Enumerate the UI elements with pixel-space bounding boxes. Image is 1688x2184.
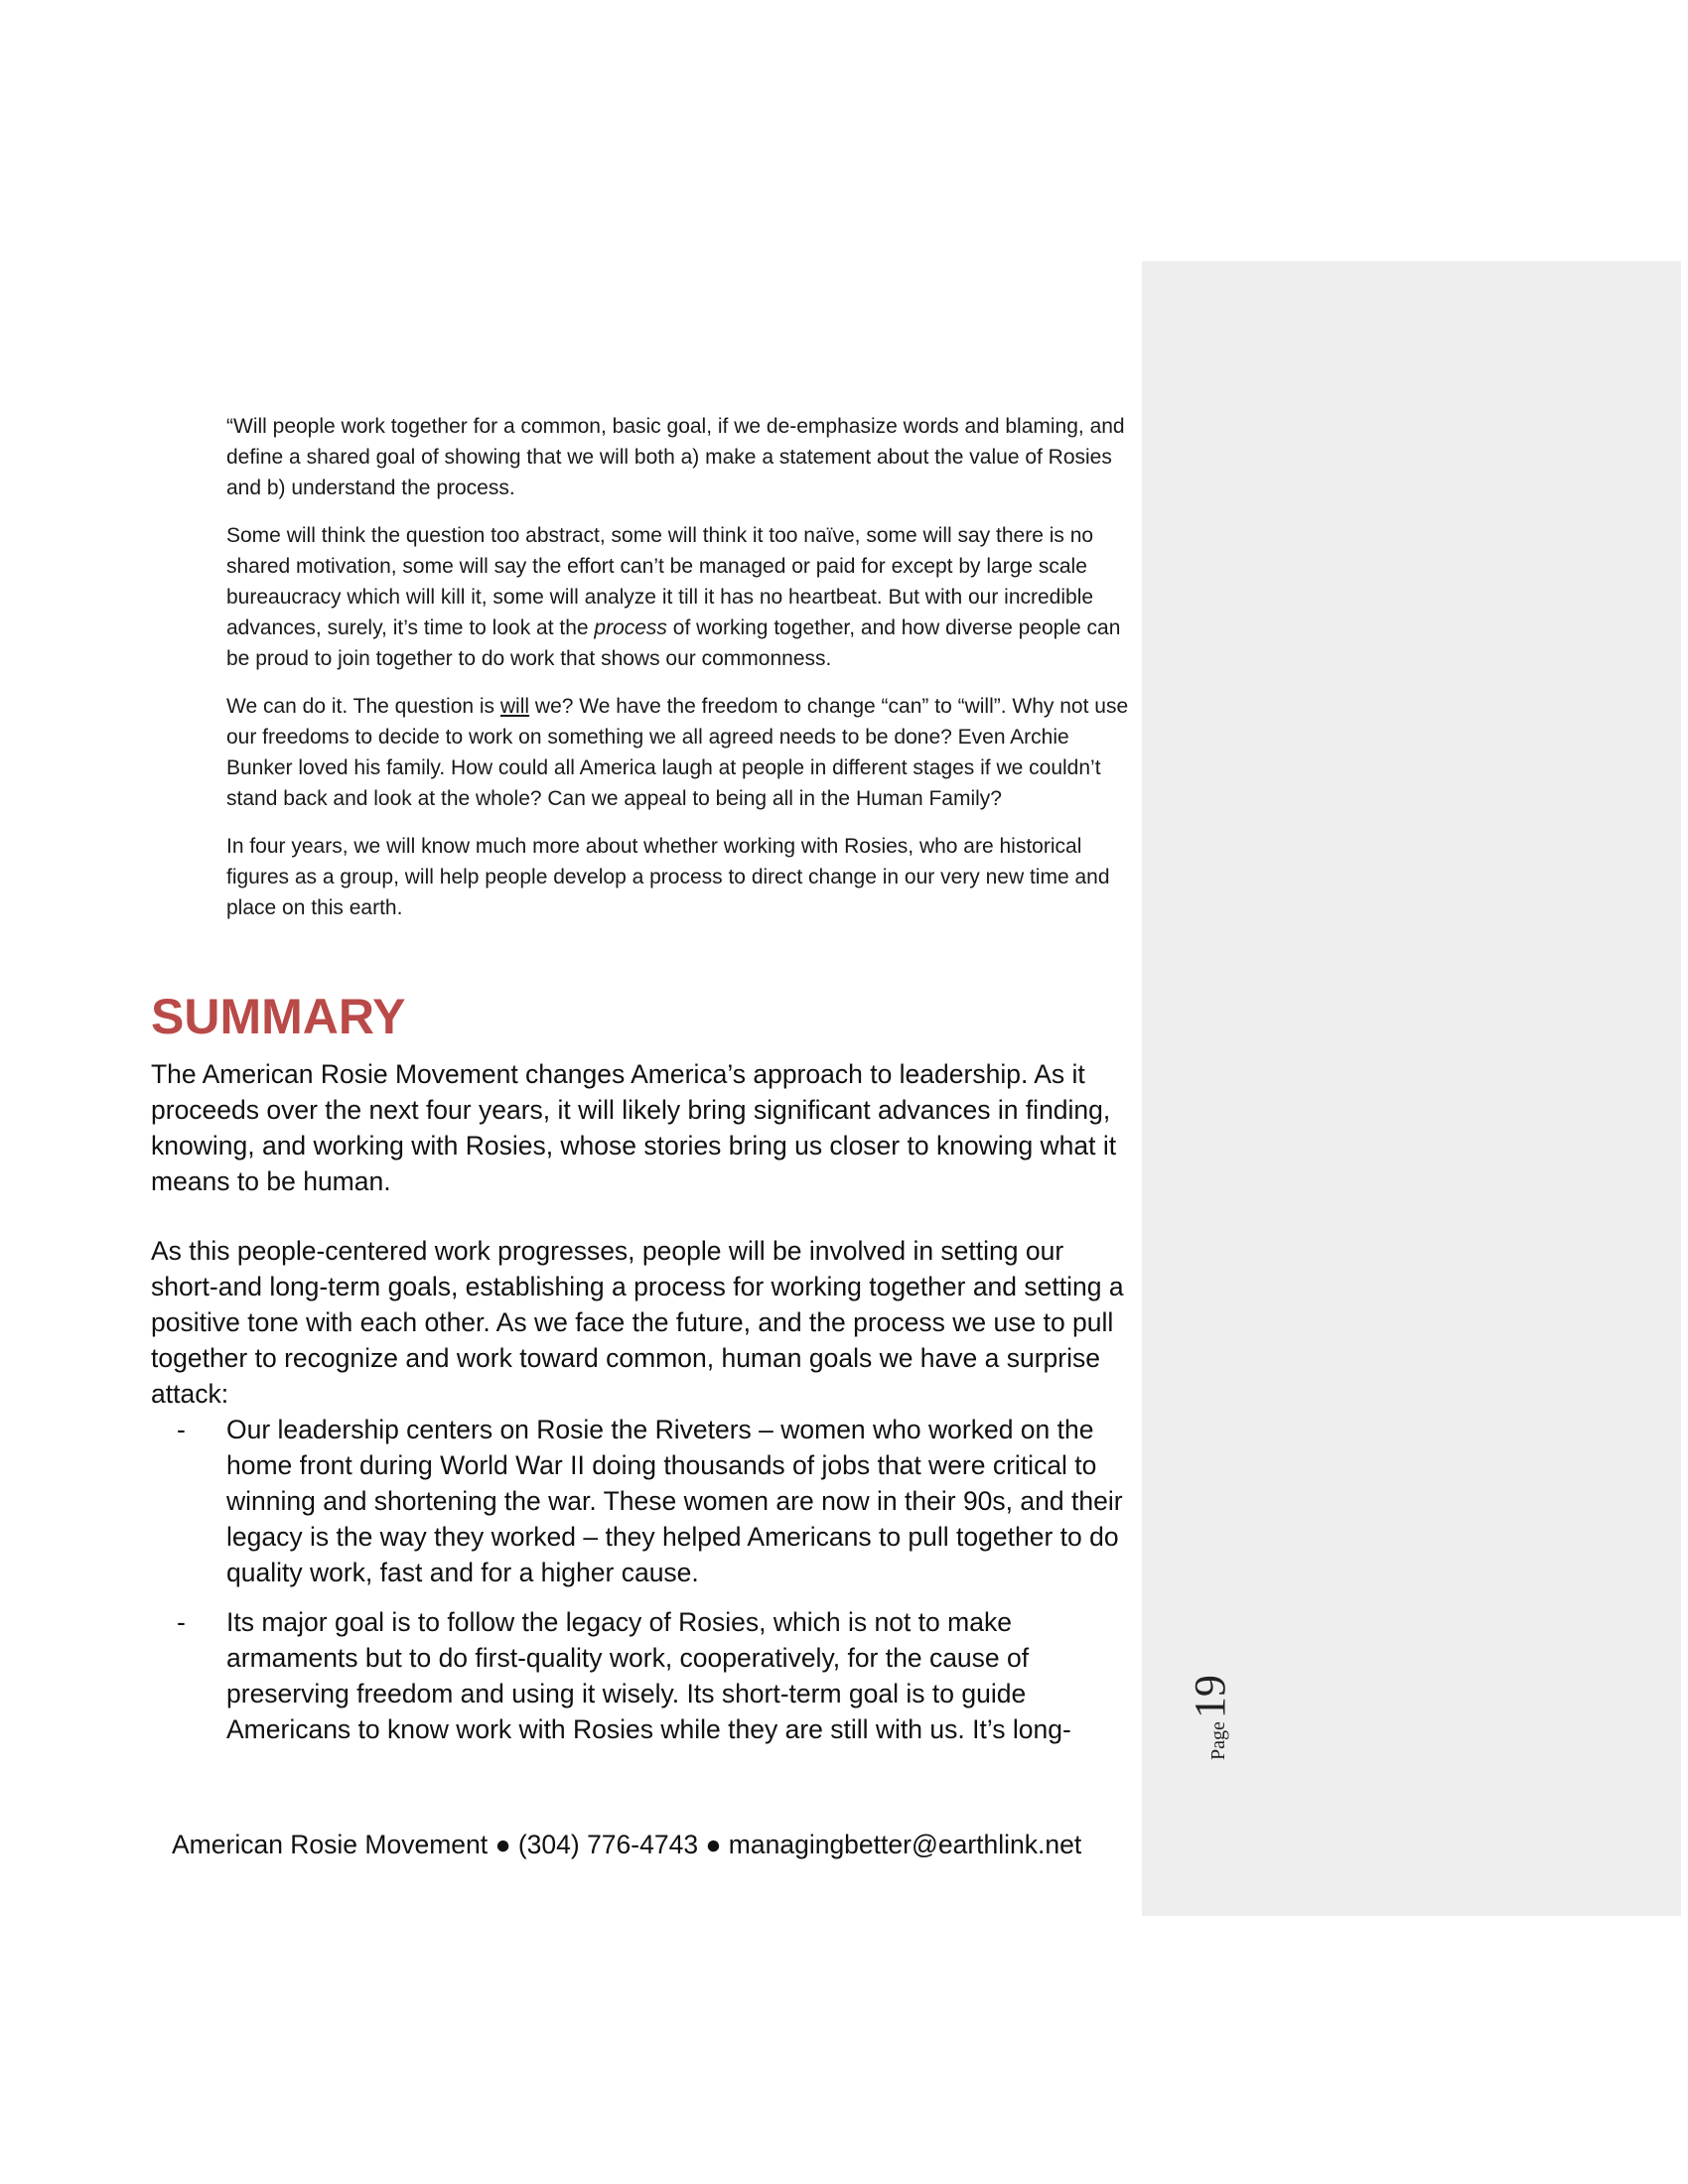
quote-text: we? We have the freedom to change “can” to “will”. Why not use our freedoms to decide to work on something we all agreed needs to be done? Even Archie Bunker loved his family. How could all America laugh at people in different stages if we couldn’t stand back and look at the whole? Can we appeal to being all in the Human Family? <box>226 695 1129 810</box>
page-number-value: 19 <box>1186 1675 1234 1719</box>
summary-bullet-list <box>151 1412 1134 1747</box>
list-item <box>151 1604 1134 1747</box>
summary-paragraph: The American Rosie Movement changes America’s approach to leadership. As it proceeds over the next four years, it will likely bring significant advances in finding, knowing, and working with Rosies, whose stories bring us closer to knowing what it means to be human. <box>151 1059 1117 1196</box>
quote-block <box>226 411 1130 940</box>
summary-body <box>151 1056 1134 1761</box>
quote-paragraph <box>226 520 1130 674</box>
quote-text: In four years, we will know much more about whether working with Rosies, who are historical figures as a group, will help people develop a process to direct change in our very new time and place on this earth. <box>226 835 1110 919</box>
quote-text: “Will people work together for a common, basic goal, if we de-emphasize words and blaming, and define a shared goal of showing that we will both a) make a statement about the value of Rosies and b) understand the process. <box>226 415 1125 499</box>
list-item <box>151 1412 1134 1590</box>
list-item-text: Our leadership centers on Rosie the Riveters – women who worked on the home front during World War II doing thousands of jobs that were critical to winning and shortening the war. These women are now in their 90s, and their legacy is the way they worked – they helped Americans to pull together to do quality work, fast and for a higher cause. <box>226 1415 1123 1587</box>
bullet-marker: - <box>177 1415 186 1444</box>
quote-text: Some will think the question too abstract, some will think it too naïve, some will say there is no shared motivation, some will say the effort can’t be managed or paid for except by large scale bureaucracy which will kill it, some will analyze it till it has no heartbeat. But with our incredible advances, surely, it’s time to look at the <box>226 524 1094 639</box>
list-item-text: Its major goal is to follow the legacy of Rosies, which is not to make armaments but to do first-quality work, cooperatively, for the cause of preserving freedom and using it wisely. Its short-term goal is to guide Americans to know work with Rosies while they are still with us. It’s long- <box>226 1607 1071 1744</box>
summary-heading: SUMMARY <box>151 989 406 1044</box>
summary-paragraph: As this people-centered work progresses, people will be involved in setting our short-and long-term goals, establishing a process for working together and setting a positive tone with each other. As we face the future, and the process we use to pull together to recognize and work toward common, human goals we have a surprise attack: <box>151 1236 1124 1409</box>
quote-paragraph <box>226 411 1130 503</box>
page-number-label: Page <box>1207 1721 1229 1760</box>
page-number <box>1177 1666 1276 1765</box>
quote-paragraph <box>226 831 1130 923</box>
page-footer: American Rosie Movement ● (304) 776-4743 ● managingbetter@earthlink.net <box>172 1830 1082 1859</box>
quote-underline: will <box>499 695 530 718</box>
quote-text: of working together, and how diverse people can be proud to join together to do work that shows our commonness. <box>226 616 1121 670</box>
quote-emphasis: process <box>594 616 667 639</box>
quote-paragraph <box>226 691 1130 814</box>
bullet-marker: - <box>177 1607 186 1637</box>
quote-text: We can do it. The question is <box>226 695 500 718</box>
